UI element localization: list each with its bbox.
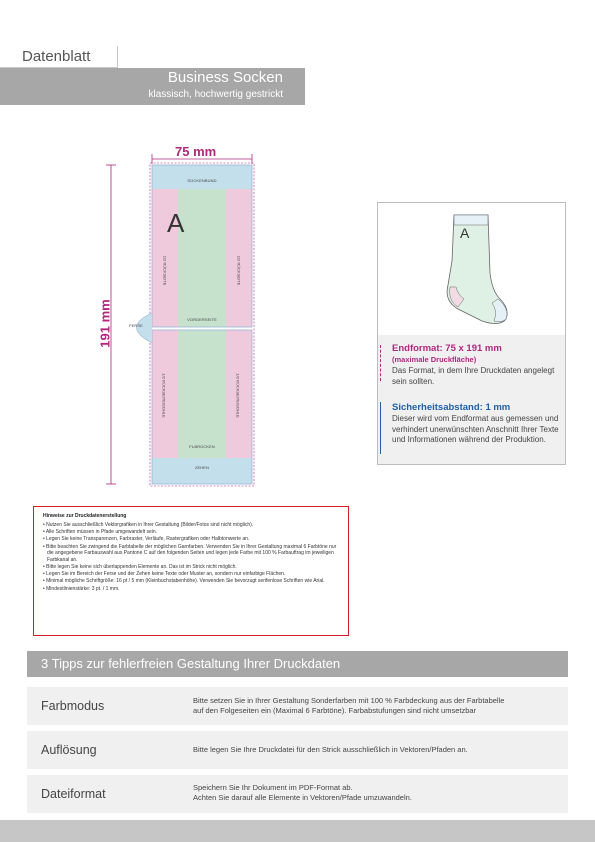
toes-label: ZEHEN: [194, 465, 210, 470]
tip-row-dateiformat: [27, 775, 568, 813]
tip-description: [193, 783, 563, 803]
header-bar: [0, 68, 305, 105]
datasheet-tab: Datenblatt: [0, 46, 118, 68]
sole-right-label: 1/2 RÜCKSEITE/SOHLE: [235, 373, 241, 418]
page-subtitle: klassisch, hochwertig gestrickt: [148, 89, 283, 100]
safety-description: Dieser wird vom Endformat aus gemessen und verhindert unerwünschten Anschnitt Ihrer Texte und Informationen während der Produktion.: [392, 414, 559, 444]
tip-description-line: Bitte legen Sie Ihre Druckdatei für den Strick ausschließlich in Vektoren/Pfaden an.: [193, 745, 468, 754]
page-title: Business Socken: [167, 69, 283, 86]
print-data-hints-box: [33, 506, 349, 636]
width-label: 75 mm: [175, 144, 217, 159]
hint-item: • Bitte legen Sie keine sich überlappenden Elemente an. Das ist im Strick nicht möglich.: [43, 563, 237, 570]
safety-marker: [380, 402, 382, 454]
front-label: VORDERSEITE: [187, 317, 217, 322]
hint-item: • Minimal mögliche Schriftgröße: 16 pt / 5 mm (Kleinbuchstabenhöhe). Verwenden Sie bevorzugt serifenlose Schriften wie Arial.: [43, 578, 325, 585]
hint-item: • Legen Sie keine Transparenzen, Farbraster, Verläufe, Rastergrafiken oder Halbtonwerte an.: [43, 536, 250, 543]
endformat-title: Endformat: 75 x 191 mm: [392, 343, 502, 354]
sock-preview-image: [378, 203, 565, 335]
tip-label: Dateiformat: [41, 787, 106, 801]
hints-list: [43, 522, 343, 593]
back-right-label: 1/2 RÜCKSEITE: [236, 255, 242, 286]
hint-item: • Nutzen Sie ausschließlich Vektorgrafiken in Ihrer Gestaltung (Bilder/Fotos sind nicht möglich).: [43, 522, 254, 528]
footer-bar: [0, 820, 595, 842]
cuff-zone: [152, 165, 252, 189]
hints-title: Hinweise zur Druckdatenerstellung: [43, 513, 127, 519]
heel-zone: [137, 313, 153, 343]
height-label: 191 mm: [97, 299, 113, 348]
tip-row-farbmodus: [27, 687, 568, 725]
foot-back-zone: [178, 330, 226, 458]
tips-heading: 3 Tipps zur fehlerfreien Gestaltung Ihrer Druckdaten: [27, 651, 568, 677]
endformat-subtitle: (maximale Druckfläche): [392, 355, 477, 364]
hint-item: • Legen Sie im Bereich der Ferse und der Zehen keine Texte oder Muster an, sondern nur einfarbige Flächen.: [43, 571, 286, 578]
tip-row-aufloesung: [27, 731, 568, 769]
sole-left-label: 1/2 RÜCKSEITE/SOHLE: [161, 373, 167, 418]
zone-letter-a: A: [167, 208, 185, 238]
tip-label: Auflösung: [41, 743, 97, 757]
tip-label: Farbmodus: [41, 699, 105, 713]
heel-label: FERSE: [129, 323, 143, 328]
foot-back-label: FUßRÜCKEN: [189, 444, 215, 449]
format-preview-box: [377, 202, 566, 465]
hint-item: • Alle Schriften müssen in Pfade umgewandelt sein.: [43, 529, 158, 536]
hint-item: • Mindestlinienstärke: 3 pt. / 1 mm.: [43, 585, 120, 592]
tip-description-line: Speichern Sie Ihr Dokument im PDF-Format ab.: [193, 783, 353, 792]
safety-title: Sicherheitsabstand: 1 mm: [392, 402, 511, 413]
hint-item: • Bitte beachten Sie zwingend die Farbtabelle der möglichen Garnfarben. Verwenden Sie in Ihrer Gestaltung maximal 6 Farbtöne nur die angegebene Farbauswahl aus Pantone C auf den folgenden Seiten und legen jede Farbe mit 100 % Farbauftrag im jeweiligen Farbkanal an.: [43, 543, 337, 563]
endformat-description: Das Format, in dem Ihre Druckdaten angelegt sein sollten.: [392, 366, 555, 386]
tip-description: [193, 696, 563, 716]
toes-zone: [152, 458, 252, 484]
preview-zone-letter: A: [460, 225, 470, 241]
sock-print-diagram: [95, 140, 265, 490]
endformat-marker: [380, 345, 382, 381]
cuff-label: SOCKENBUND: [187, 178, 217, 183]
tip-description-line: auf den Folgeseiten ein (Maximal 6 Farbtöne). Farbabstufungen sind nicht umsetzbar: [193, 706, 477, 715]
tip-description-line: Achten Sie darauf alle Elemente in Vektoren/Pfade umzuwandeln.: [193, 793, 412, 802]
back-left-label: 1/2 RÜCKSEITE: [162, 255, 168, 286]
tip-description-line: Bitte setzen Sie in Ihrer Gestaltung Sonderfarben mit 100 % Farbdeckung aus der Farbtabelle: [193, 696, 505, 705]
front-zone: [178, 189, 226, 327]
tip-description: [193, 745, 563, 755]
